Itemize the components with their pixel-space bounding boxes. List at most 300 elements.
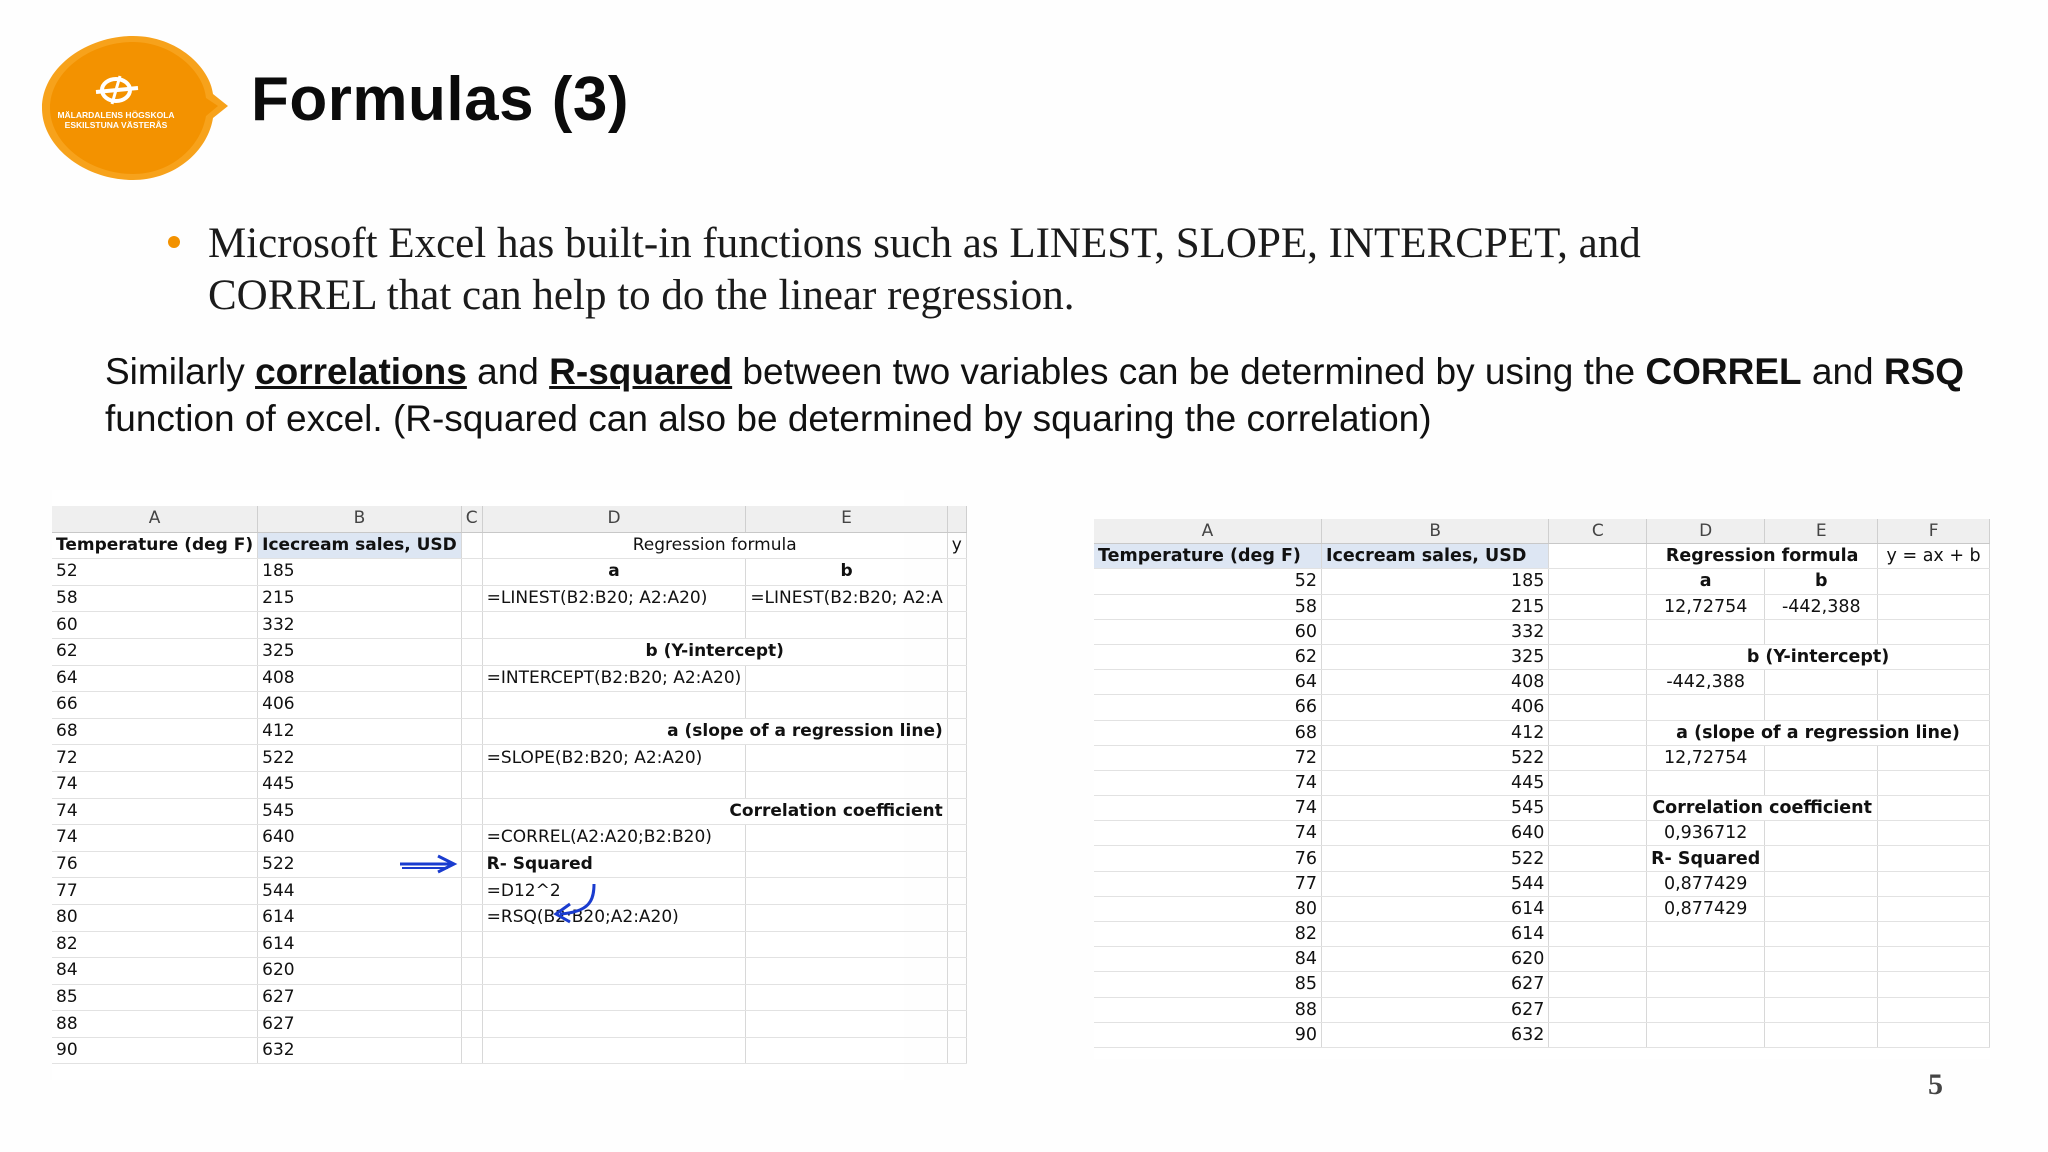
linest-a-formula[interactable]: =LINEST(B2:B20; A2:A20) <box>482 585 746 612</box>
cell[interactable] <box>461 692 482 719</box>
cell[interactable] <box>1765 972 1878 997</box>
temperature-cell[interactable]: 90 <box>1094 1022 1322 1047</box>
equation-label[interactable]: y = ax + b <box>1878 544 1990 569</box>
temperature-cell[interactable]: 74 <box>52 798 258 825</box>
cell[interactable] <box>947 931 966 958</box>
cell[interactable] <box>746 745 947 772</box>
cell[interactable] <box>461 851 482 878</box>
bullet-marker <box>168 236 180 248</box>
university-logo <box>38 32 228 182</box>
cell[interactable] <box>1878 619 1990 644</box>
cell[interactable] <box>746 612 947 639</box>
para-correlations: correlations <box>255 351 467 392</box>
sales-cell[interactable]: 620 <box>258 958 462 985</box>
cell[interactable] <box>746 665 947 692</box>
sales-cell[interactable]: 215 <box>1322 594 1549 619</box>
column-header[interactable]: E <box>746 506 947 532</box>
column-header[interactable]: C <box>461 506 482 532</box>
table-row <box>1094 871 1990 896</box>
table-row <box>1094 1022 1990 1047</box>
temperature-cell[interactable]: 88 <box>52 1011 258 1038</box>
cell[interactable] <box>1549 544 1647 569</box>
cell[interactable] <box>1647 1022 1765 1047</box>
cell[interactable] <box>461 718 482 745</box>
sales-cell[interactable]: 640 <box>1322 821 1549 846</box>
cell[interactable] <box>947 665 966 692</box>
header-row <box>1094 544 1990 569</box>
sales-cell[interactable]: 632 <box>1322 1022 1549 1047</box>
sales-cell[interactable]: 332 <box>258 612 462 639</box>
cell[interactable] <box>947 559 966 586</box>
rsq-value-1[interactable]: 0,877429 <box>1647 871 1765 896</box>
cell[interactable] <box>461 984 482 1011</box>
temperature-cell[interactable]: 52 <box>52 559 258 586</box>
cell[interactable] <box>1765 871 1878 896</box>
slope-label[interactable]: a (slope of a regression line) <box>1647 720 1990 745</box>
sales-cell[interactable]: 544 <box>1322 871 1549 896</box>
cell[interactable] <box>1549 1022 1647 1047</box>
square-formula[interactable]: =D12^2 <box>482 878 746 905</box>
cell[interactable] <box>1878 896 1990 921</box>
cell[interactable] <box>1765 770 1878 795</box>
table-row <box>52 718 966 745</box>
cell[interactable] <box>461 931 482 958</box>
temperature-cell[interactable]: 62 <box>1094 644 1322 669</box>
intercept-formula[interactable]: =INTERCEPT(B2:B20; A2:A20) <box>482 665 746 692</box>
temperature-cell[interactable]: 84 <box>1094 947 1322 972</box>
temperature-cell[interactable]: 74 <box>1094 770 1322 795</box>
sales-cell[interactable]: 215 <box>258 585 462 612</box>
sales-cell[interactable]: 412 <box>258 718 462 745</box>
cell[interactable] <box>1549 997 1647 1022</box>
sales-cell[interactable]: 522 <box>1322 745 1549 770</box>
cell[interactable] <box>1549 846 1647 871</box>
cell[interactable] <box>746 825 947 852</box>
cell[interactable] <box>461 532 482 559</box>
table-row <box>52 1011 966 1038</box>
cell[interactable] <box>947 745 966 772</box>
temperature-cell[interactable]: 74 <box>1094 821 1322 846</box>
temperature-cell[interactable]: 74 <box>52 825 258 852</box>
header-sales[interactable]: Icecream sales, USD <box>1322 544 1549 569</box>
table-row <box>52 771 966 798</box>
table-row <box>1094 569 1990 594</box>
temperature-cell[interactable]: 85 <box>52 984 258 1011</box>
cell[interactable] <box>1878 846 1990 871</box>
sales-cell[interactable]: 620 <box>1322 947 1549 972</box>
label-b[interactable]: b <box>1765 569 1878 594</box>
para-text-2: and <box>466 351 550 392</box>
cell[interactable] <box>1878 821 1990 846</box>
sales-cell[interactable]: 445 <box>1322 770 1549 795</box>
temperature-cell[interactable]: 72 <box>52 745 258 772</box>
cell[interactable] <box>1878 670 1990 695</box>
para-text-3: between two variables can be determined by using the <box>732 351 1646 392</box>
sales-cell[interactable]: 627 <box>1322 972 1549 997</box>
cell[interactable] <box>1878 871 1990 896</box>
cell[interactable] <box>1765 695 1878 720</box>
temperature-cell[interactable]: 64 <box>1094 670 1322 695</box>
value-b[interactable]: -442,388 <box>1765 594 1878 619</box>
cell[interactable] <box>482 612 746 639</box>
temperature-cell[interactable]: 66 <box>52 692 258 719</box>
cell[interactable] <box>1878 997 1990 1022</box>
sales-cell[interactable]: 522 <box>258 745 462 772</box>
cell[interactable] <box>947 692 966 719</box>
left-grid <box>52 506 967 1064</box>
cell[interactable] <box>1549 770 1647 795</box>
cell[interactable] <box>1765 922 1878 947</box>
temperature-cell[interactable]: 68 <box>52 718 258 745</box>
slope-label[interactable]: a (slope of a regression line) <box>482 718 947 745</box>
cell[interactable] <box>1765 670 1878 695</box>
sales-cell[interactable]: 614 <box>258 931 462 958</box>
sales-cell[interactable]: 325 <box>1322 644 1549 669</box>
cell[interactable] <box>1878 1022 1990 1047</box>
sales-cell[interactable]: 545 <box>258 798 462 825</box>
table-row <box>1094 846 1990 871</box>
spreadsheet-formulas <box>52 490 962 1080</box>
arrow-curved-icon <box>550 882 600 924</box>
cell[interactable] <box>461 1011 482 1038</box>
table-row <box>1094 896 1990 921</box>
cell[interactable] <box>1549 569 1647 594</box>
cell[interactable] <box>482 771 746 798</box>
linest-b-formula[interactable]: =LINEST(B2:B20; A2:A <box>746 585 947 612</box>
sales-cell[interactable]: 632 <box>258 1037 462 1064</box>
para-correl: CORREL <box>1645 351 1802 392</box>
para-text-1: Similarly <box>105 351 256 392</box>
column-header[interactable] <box>947 506 966 532</box>
table-row <box>52 612 966 639</box>
intercept-value[interactable]: -442,388 <box>1647 670 1765 695</box>
cell[interactable] <box>746 878 947 905</box>
table-row <box>52 931 966 958</box>
cell[interactable] <box>947 958 966 985</box>
column-header[interactable]: B <box>258 506 462 532</box>
sales-cell[interactable]: 185 <box>1322 569 1549 594</box>
slope-value[interactable]: 12,72754 <box>1647 745 1765 770</box>
cell[interactable] <box>1878 972 1990 997</box>
cell[interactable] <box>947 1037 966 1064</box>
temperature-cell[interactable]: 64 <box>52 665 258 692</box>
cell[interactable] <box>461 665 482 692</box>
cell[interactable] <box>1549 670 1647 695</box>
cell[interactable] <box>1549 821 1647 846</box>
cell[interactable] <box>947 771 966 798</box>
cell[interactable] <box>746 984 947 1011</box>
temperature-cell[interactable]: 76 <box>52 851 258 878</box>
table-row <box>52 878 966 905</box>
header-temperature[interactable]: Temperature (deg F) <box>52 532 258 559</box>
cell[interactable] <box>947 718 966 745</box>
header-sales[interactable]: Icecream sales, USD <box>258 532 462 559</box>
temperature-cell[interactable]: 60 <box>1094 619 1322 644</box>
cell[interactable] <box>461 904 482 931</box>
sales-cell[interactable]: 614 <box>1322 922 1549 947</box>
cell[interactable] <box>947 825 966 852</box>
cell[interactable] <box>746 1011 947 1038</box>
para-rsq: RSQ <box>1883 351 1965 392</box>
column-header[interactable]: B <box>1322 519 1549 544</box>
sales-cell[interactable]: 614 <box>258 904 462 931</box>
sales-cell[interactable]: 627 <box>258 1011 462 1038</box>
table-row <box>1094 770 1990 795</box>
sales-cell[interactable]: 445 <box>258 771 462 798</box>
sales-cell[interactable]: 522 <box>1322 846 1549 871</box>
cell[interactable] <box>746 771 947 798</box>
sales-cell[interactable]: 522 <box>258 851 462 878</box>
cell[interactable] <box>1765 997 1878 1022</box>
cell[interactable] <box>461 1037 482 1064</box>
cell[interactable] <box>461 585 482 612</box>
cell[interactable] <box>1647 972 1765 997</box>
header-row <box>52 532 966 559</box>
sales-cell[interactable]: 412 <box>1322 720 1549 745</box>
cell[interactable] <box>461 745 482 772</box>
cell[interactable] <box>1878 770 1990 795</box>
table-row <box>1094 821 1990 846</box>
cell[interactable] <box>482 958 746 985</box>
table-row <box>52 692 966 719</box>
rsq-formula[interactable]: =RSQ(B2:B20;A2:A20) <box>482 904 746 931</box>
cell[interactable] <box>461 878 482 905</box>
cell[interactable] <box>947 585 966 612</box>
cell[interactable] <box>947 638 966 665</box>
temperature-cell[interactable]: 58 <box>52 585 258 612</box>
cell[interactable] <box>1549 871 1647 896</box>
cell[interactable] <box>1647 619 1765 644</box>
regression-formula-label[interactable]: Regression formula <box>1647 544 1878 569</box>
temperature-cell[interactable]: 85 <box>1094 972 1322 997</box>
temperature-cell[interactable]: 58 <box>1094 594 1322 619</box>
sales-cell[interactable]: 544 <box>258 878 462 905</box>
spreadsheet-values <box>1094 519 1990 1059</box>
cell[interactable] <box>1549 896 1647 921</box>
bullet-text: Microsoft Excel has built-in functions such as LINEST, SLOPE, INTERCPET, and CORREL that can help to do the linear regression. <box>208 220 1641 319</box>
column-header-row <box>1094 519 1990 544</box>
table-row <box>52 638 966 665</box>
temperature-cell[interactable]: 80 <box>52 904 258 931</box>
label-a[interactable]: a <box>1647 569 1765 594</box>
temperature-cell[interactable]: 77 <box>52 878 258 905</box>
temperature-cell[interactable]: 77 <box>1094 871 1322 896</box>
cell[interactable] <box>947 878 966 905</box>
regression-formula-label[interactable]: Regression formula <box>482 532 947 559</box>
cell[interactable] <box>461 559 482 586</box>
sales-cell[interactable]: 406 <box>1322 695 1549 720</box>
para-text-4: and <box>1801 351 1884 392</box>
correl-label[interactable]: Correlation coefficient <box>482 798 947 825</box>
para-text-5: function of excel. (R-squared can also be determined by squaring the correlation) <box>105 398 1432 439</box>
table-row <box>1094 947 1990 972</box>
column-header[interactable]: D <box>482 506 746 532</box>
rsq-label[interactable]: R- Squared <box>482 851 746 878</box>
sales-cell[interactable]: 406 <box>258 692 462 719</box>
table-row <box>1094 796 1990 821</box>
sales-cell[interactable]: 408 <box>258 665 462 692</box>
table-row <box>52 904 966 931</box>
cell[interactable] <box>461 825 482 852</box>
cell[interactable] <box>482 1011 746 1038</box>
cell[interactable] <box>1549 720 1647 745</box>
sales-cell[interactable]: 640 <box>258 825 462 852</box>
cell[interactable] <box>1878 745 1990 770</box>
rsq-label[interactable]: R- Squared <box>1647 846 1765 871</box>
sales-cell[interactable]: 332 <box>1322 619 1549 644</box>
temperature-cell[interactable]: 66 <box>1094 695 1322 720</box>
temperature-cell[interactable]: 82 <box>52 931 258 958</box>
cell[interactable] <box>1549 796 1647 821</box>
page-number: 5 <box>1928 1068 1943 1101</box>
cell[interactable] <box>1765 619 1878 644</box>
table-row <box>1094 972 1990 997</box>
table-row <box>1094 720 1990 745</box>
cell[interactable] <box>1549 594 1647 619</box>
column-header[interactable]: E <box>1765 519 1878 544</box>
table-row <box>52 825 966 852</box>
table-row <box>52 958 966 985</box>
cell[interactable] <box>1878 569 1990 594</box>
cell[interactable] <box>1549 972 1647 997</box>
arrow-right-icon <box>398 852 458 876</box>
para-r-squared: R-squared <box>549 351 733 392</box>
cell[interactable] <box>482 984 746 1011</box>
cell[interactable] <box>482 692 746 719</box>
cell[interactable] <box>746 692 947 719</box>
table-row <box>52 585 966 612</box>
cell[interactable] <box>482 931 746 958</box>
label-b[interactable]: b <box>746 559 947 586</box>
table-row <box>52 559 966 586</box>
y-clip[interactable]: y <box>947 532 966 559</box>
table-row <box>1094 997 1990 1022</box>
cell[interactable] <box>1647 922 1765 947</box>
cell[interactable] <box>1549 745 1647 770</box>
sales-cell[interactable]: 627 <box>258 984 462 1011</box>
cell[interactable] <box>1878 594 1990 619</box>
temperature-cell[interactable]: 60 <box>52 612 258 639</box>
cell[interactable] <box>1878 695 1990 720</box>
table-row <box>1094 670 1990 695</box>
temperature-cell[interactable]: 68 <box>1094 720 1322 745</box>
cell[interactable] <box>461 771 482 798</box>
slope-formula[interactable]: =SLOPE(B2:B20; A2:A20) <box>482 745 746 772</box>
table-row <box>52 745 966 772</box>
cell[interactable] <box>947 904 966 931</box>
temperature-cell[interactable]: 74 <box>1094 796 1322 821</box>
cell[interactable] <box>947 612 966 639</box>
temperature-cell[interactable]: 80 <box>1094 896 1322 921</box>
cell[interactable] <box>1647 947 1765 972</box>
temperature-cell[interactable]: 90 <box>52 1037 258 1064</box>
cell[interactable] <box>947 798 966 825</box>
logo-text-1: MÄLARDALENS HÖGSKOLA <box>57 110 175 120</box>
cell[interactable] <box>1765 896 1878 921</box>
cell[interactable] <box>1549 947 1647 972</box>
header-temperature[interactable]: Temperature (deg F) <box>1094 544 1322 569</box>
value-a[interactable]: 12,72754 <box>1647 594 1765 619</box>
cell[interactable] <box>947 851 966 878</box>
correl-label[interactable]: Correlation coefficient <box>1647 796 1878 821</box>
cell[interactable] <box>1647 997 1765 1022</box>
table-row <box>52 851 966 878</box>
sales-cell[interactable]: 408 <box>1322 670 1549 695</box>
cell[interactable] <box>482 1037 746 1064</box>
sales-cell[interactable]: 545 <box>1322 796 1549 821</box>
cell[interactable] <box>1765 846 1878 871</box>
cell[interactable] <box>1765 1022 1878 1047</box>
temperature-cell[interactable]: 82 <box>1094 922 1322 947</box>
correlation-paragraph <box>105 348 2005 442</box>
cell[interactable] <box>461 958 482 985</box>
cell[interactable] <box>947 984 966 1011</box>
column-header[interactable]: F <box>1878 519 1990 544</box>
column-header[interactable]: C <box>1549 519 1647 544</box>
cell[interactable] <box>746 931 947 958</box>
label-a[interactable]: a <box>482 559 746 586</box>
cell[interactable] <box>461 798 482 825</box>
cell[interactable] <box>1549 695 1647 720</box>
rsq-value-2[interactable]: 0,877429 <box>1647 896 1765 921</box>
cell[interactable] <box>1765 947 1878 972</box>
slide-title: Formulas (3) <box>251 65 630 134</box>
cell[interactable] <box>1647 770 1765 795</box>
cell[interactable] <box>1549 922 1647 947</box>
cell[interactable] <box>1878 922 1990 947</box>
cell[interactable] <box>461 612 482 639</box>
table-row <box>1094 922 1990 947</box>
temperature-cell[interactable]: 88 <box>1094 997 1322 1022</box>
temperature-cell[interactable]: 62 <box>52 638 258 665</box>
table-row <box>1094 745 1990 770</box>
temperature-cell[interactable]: 76 <box>1094 846 1322 871</box>
cell[interactable] <box>1878 947 1990 972</box>
column-header[interactable]: A <box>1094 519 1322 544</box>
cell[interactable] <box>1878 796 1990 821</box>
logo-text-2: ESKILSTUNA VÄSTERÅS <box>64 120 168 130</box>
temperature-cell[interactable]: 52 <box>1094 569 1322 594</box>
column-header[interactable]: D <box>1647 519 1765 544</box>
cell[interactable] <box>1647 695 1765 720</box>
intercept-label[interactable]: b (Y-intercept) <box>482 638 947 665</box>
temperature-cell[interactable]: 72 <box>1094 745 1322 770</box>
cell[interactable] <box>1549 619 1647 644</box>
temperature-cell[interactable]: 74 <box>52 771 258 798</box>
cell[interactable] <box>1765 745 1878 770</box>
cell[interactable] <box>947 1011 966 1038</box>
correl-value[interactable]: 0,936712 <box>1647 821 1765 846</box>
cell[interactable] <box>461 638 482 665</box>
cell[interactable] <box>746 958 947 985</box>
column-header-row <box>52 506 966 532</box>
intercept-label[interactable]: b (Y-intercept) <box>1647 644 1990 669</box>
sales-cell[interactable]: 185 <box>258 559 462 586</box>
cell[interactable] <box>746 851 947 878</box>
cell[interactable] <box>746 1037 947 1064</box>
cell[interactable] <box>1765 821 1878 846</box>
sales-cell[interactable]: 614 <box>1322 896 1549 921</box>
column-header[interactable]: A <box>52 506 258 532</box>
cell[interactable] <box>746 904 947 931</box>
correl-formula[interactable]: =CORREL(A2:A20;B2:B20) <box>482 825 746 852</box>
sales-cell[interactable]: 325 <box>258 638 462 665</box>
table-row <box>52 798 966 825</box>
sales-cell[interactable]: 627 <box>1322 997 1549 1022</box>
cell[interactable] <box>1549 644 1647 669</box>
table-row <box>1094 644 1990 669</box>
temperature-cell[interactable]: 84 <box>52 958 258 985</box>
